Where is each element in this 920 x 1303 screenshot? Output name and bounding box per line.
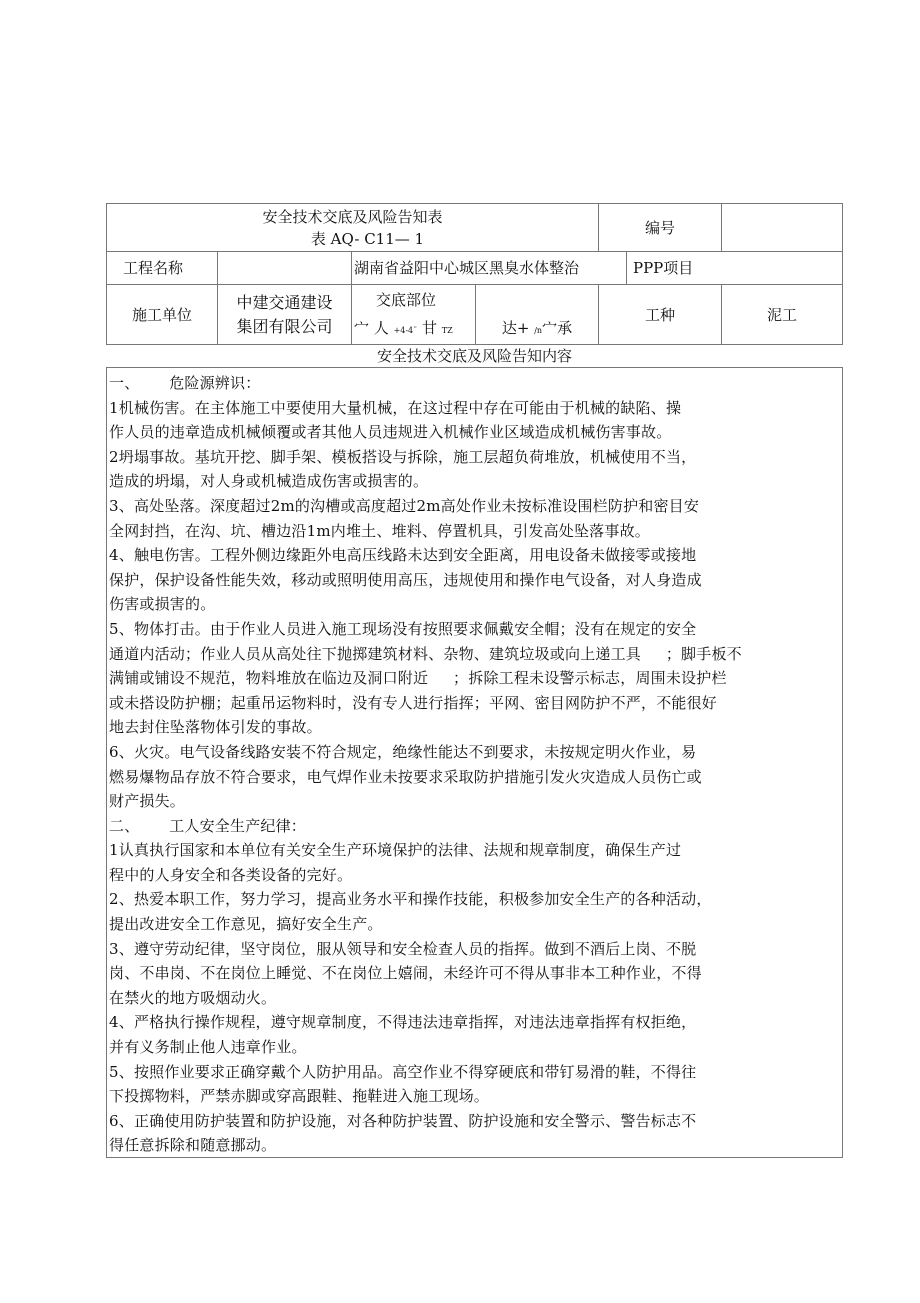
contractor-value-cell [217,284,352,345]
number-value-cell[interactable] [721,203,843,252]
content-line: 地去封住坠落物体引发的事故。 [109,718,322,737]
content-line: 1认真执行国家和本单位有关安全生产环境保护的法律、法规和规章制度，确保生产过 [109,841,682,860]
content-line: 并有义务制止他人违章作业。 [109,1038,307,1057]
content-line: 4、触电伤害。工程外侧边缘距外电高压线路未达到安全距离，用电设备未做接零或接地 [109,546,697,565]
content-line: 岗、不串岗、不在岗位上睡觉、不在岗位上嬉闹，未经许可不得从事非本工种作业，不得 [109,964,702,983]
content-line: 得任意拆除和随意挪动。 [109,1136,277,1155]
location-label: 交底部位 [376,291,437,309]
content-line: 下投掷物料，严禁赤脚或穿高跟鞋、拖鞋进入施工现场。 [109,1087,490,1106]
content-line: 3、高处坠落。深度超过2m的沟槽或高度超过2m高处作业未按标准设围栏防护和密目安 [109,496,700,515]
trade-label-cell [598,284,722,345]
content-line: 1机械伤害。在主体施工中要使用大量机械，在这过程中存在可能由于机械的缺陷、操 [109,398,682,417]
content-line: 程中的人身安全和各类设备的完好。 [109,865,353,884]
number-label-cell [598,203,722,252]
project-suffix-cell [626,251,843,285]
project-name-label: 工程名称 [123,259,184,277]
content-line: 二、 工人安全生产纪律： [109,816,307,835]
project-name-value: 湖南省益阳中心城区黑臭水体整治 [354,259,580,277]
content-line: 5、按照作业要求正确穿戴个人防护用品。高空作业不得穿硬底和带钉易滑的鞋，不得往 [109,1062,697,1081]
content-line: 财产损失。 [109,792,186,811]
content-line: 2坍塌事故。基坑开挖、脚手架、模板搭设与拆除，施工层超负荷堆放，机械使用不当， [109,447,697,466]
contractor-value-line2: 集团有限公司 [236,316,333,336]
location-garbled-b: 达+ /n宀承 [501,319,573,337]
content-line: 造成的坍塌，对人身或机械造成伤害或损害的。 [109,472,429,491]
content-line: 4、严格执行操作规程，遵守规章制度，不得违法违章指挥，对违法违章指挥有权拒绝， [109,1013,697,1032]
contractor-value-line1: 中建交通建设 [236,292,333,312]
content-line: 提出改进安全工作意见，搞好安全生产。 [109,915,383,934]
content-heading: 安全技术交底及风险告知内容 [376,347,572,365]
contractor-label-cell [106,284,218,345]
number-label: 编号 [644,218,675,237]
trade-value-cell [721,284,843,345]
trade-label: 工种 [644,305,675,324]
content-line: 伤害或损害的。 [109,595,216,614]
location-value-cell [475,284,599,345]
content-line: 作人员的违章造成机械倾覆或者其他人员违规进入机械作业区域造成机械伤害事故。 [109,423,672,442]
content-line: 2、热爱本职工作，努力学习，提高业务水平和操作技能，积极参加安全生产的各种活动， [109,890,712,909]
content-line: 6、火灾。电气设备线路安装不符合规定，绝缘性能达不到要求，未按规定明火作业，易 [109,742,697,761]
content-line: 在禁火的地方吸烟动火。 [109,988,277,1007]
trade-value: 泥工 [766,305,797,324]
content-line: 6、正确使用防护装置和防护设施，对各种防护装置、防护设施和安全警示、警告标志不 [109,1111,697,1130]
form-code: 表 AQ- C11— 1 [310,229,425,248]
content-line: 通道内活动；作业人员从高处往下抛掷建筑材料、杂物、建筑垃圾或向上递工具 ；脚手板不 [109,644,742,663]
content-line: 保护，保护设备性能失效，移动或照明使用高压，违规使用和操作电气设备，对人身造成 [109,570,702,589]
project-blank-cell [217,251,352,285]
project-suffix: PPP项目 [633,259,694,277]
content-line: 5、物体打击。由于作业人员进入施工现场没有按照要求佩戴安全帽；没有在规定的安全 [109,619,697,638]
location-garbled-a: 宀 人 +4-4¨ 甘 TZ [354,319,453,337]
project-name-label-cell [106,251,218,285]
content-box [106,367,843,1158]
content-line: 满铺或铺设不规范，物料堆放在临边及洞口附近 ；拆除工程未设警示标志，周围未设护栏 [109,669,727,688]
content-line: 或未搭设防护棚；起重吊运物料时，没有专人进行指挥；平网、密目网防护不严，不能很好 [109,693,718,712]
content-line: 燃易爆物品存放不符合要求，电气焊作业未按要求采取防护措施引发火灾造成人员伤亡或 [109,767,702,786]
content-line: 一、 危险源辨识： [109,374,261,392]
project-name-cell [351,251,627,285]
content-line: 3、遵守劳动纪律，坚守岗位，服从领导和安全检查人员的指挥。做到不酒后上岗、不脱 [109,939,697,958]
title-cell [106,203,599,252]
content-line: 全网封挡，在沟、坑、槽边沿1m内堆土、堆料、停置机具，引发高处坠落事故。 [109,521,650,540]
form-title: 安全技术交底及风险告知表 [262,207,443,226]
contractor-label: 施工单位 [131,305,192,324]
location-label-cell [351,284,476,345]
